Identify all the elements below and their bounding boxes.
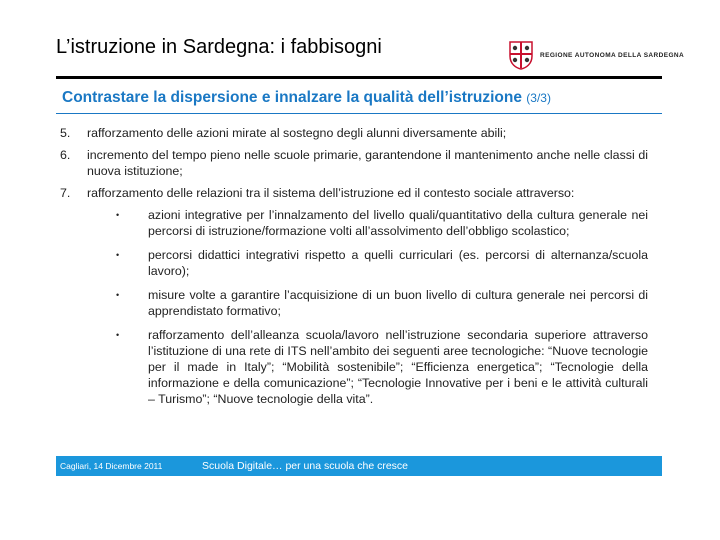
list-item xyxy=(60,147,648,179)
bullet-icon: • xyxy=(116,330,120,340)
bullet-text: rafforzamento dell’alleanza scuola/lavoro nell’istruzione secondaria superiore attraverso l’istituzione di una rete di ITS nell’ambito dei seguenti aree tecnologiche: “Nuove tecnologie per il made in Italy”; “Mobilità sostenibile”; “Efficienza energetica”; “Tecnologie della informazione e della comunicazione”; “Tecnologie Innovative per i beni e le attività culturali – Turismo”; “Nuove tecnologie della vita”. xyxy=(148,328,648,406)
list-text: incremento del tempo pieno nelle scuole primarie, garantendone il mantenimento anche nelle classi di nuova istituzione; xyxy=(87,148,648,178)
bullet-icon: • xyxy=(116,290,120,300)
section-divider xyxy=(56,113,662,114)
list-text: rafforzamento delle relazioni tra il sistema dell’istruzione ed il contesto sociale attraverso: xyxy=(87,186,575,200)
section-heading xyxy=(62,89,551,107)
bullet-icon: • xyxy=(116,210,120,220)
list-text: rafforzamento delle azioni mirate al sostegno degli alunni diversamente abili; xyxy=(87,126,507,140)
sub-bullet-list xyxy=(114,207,648,407)
bullet-item xyxy=(114,207,648,239)
page-title: L’istruzione in Sardegna: i fabbisogni xyxy=(56,36,382,58)
sardinia-coat-of-arms-icon xyxy=(508,40,534,70)
list-item xyxy=(60,125,648,141)
bullet-item xyxy=(114,247,648,279)
list-number: 6. xyxy=(60,148,71,162)
bullet-text: azioni integrative per l’innalzamento del livello quali/quantitativo della cultura generale nei percorsi di istruzione/formazione volti all’assolvimento dell’obbligo scolastico; xyxy=(148,208,648,238)
list-number: 7. xyxy=(60,186,71,200)
bullet-text: percorsi didattici integrativi rispetto a quelli curriculari (es. percorsi di alternanza/scuola lavoro); xyxy=(148,248,648,278)
footer-bar xyxy=(56,456,662,476)
content-body xyxy=(60,125,648,415)
footer-slogan: Scuola Digitale… per una scuola che cresce xyxy=(202,460,409,472)
list-number: 5. xyxy=(60,126,71,140)
section-heading-text: Contrastare la dispersione e innalzare la qualità dell’istruzione xyxy=(62,89,522,106)
footer-date: Cagliari, 14 Dicembre 2011 xyxy=(56,461,190,471)
list-item xyxy=(60,185,648,201)
logo-text: REGIONE AUTONOMA DELLA SARDEGNA xyxy=(540,51,685,59)
bullet-text: misure volte a garantire l’acquisizione di un buon livello di cultura generale nei percorsi di apprendistato formativo; xyxy=(148,288,648,318)
bullet-item xyxy=(114,287,648,319)
bullet-item xyxy=(114,327,648,407)
region-logo xyxy=(508,40,684,70)
bullet-icon: • xyxy=(116,250,120,260)
page-marker: (3/3) xyxy=(526,91,551,105)
title-divider xyxy=(56,76,662,79)
